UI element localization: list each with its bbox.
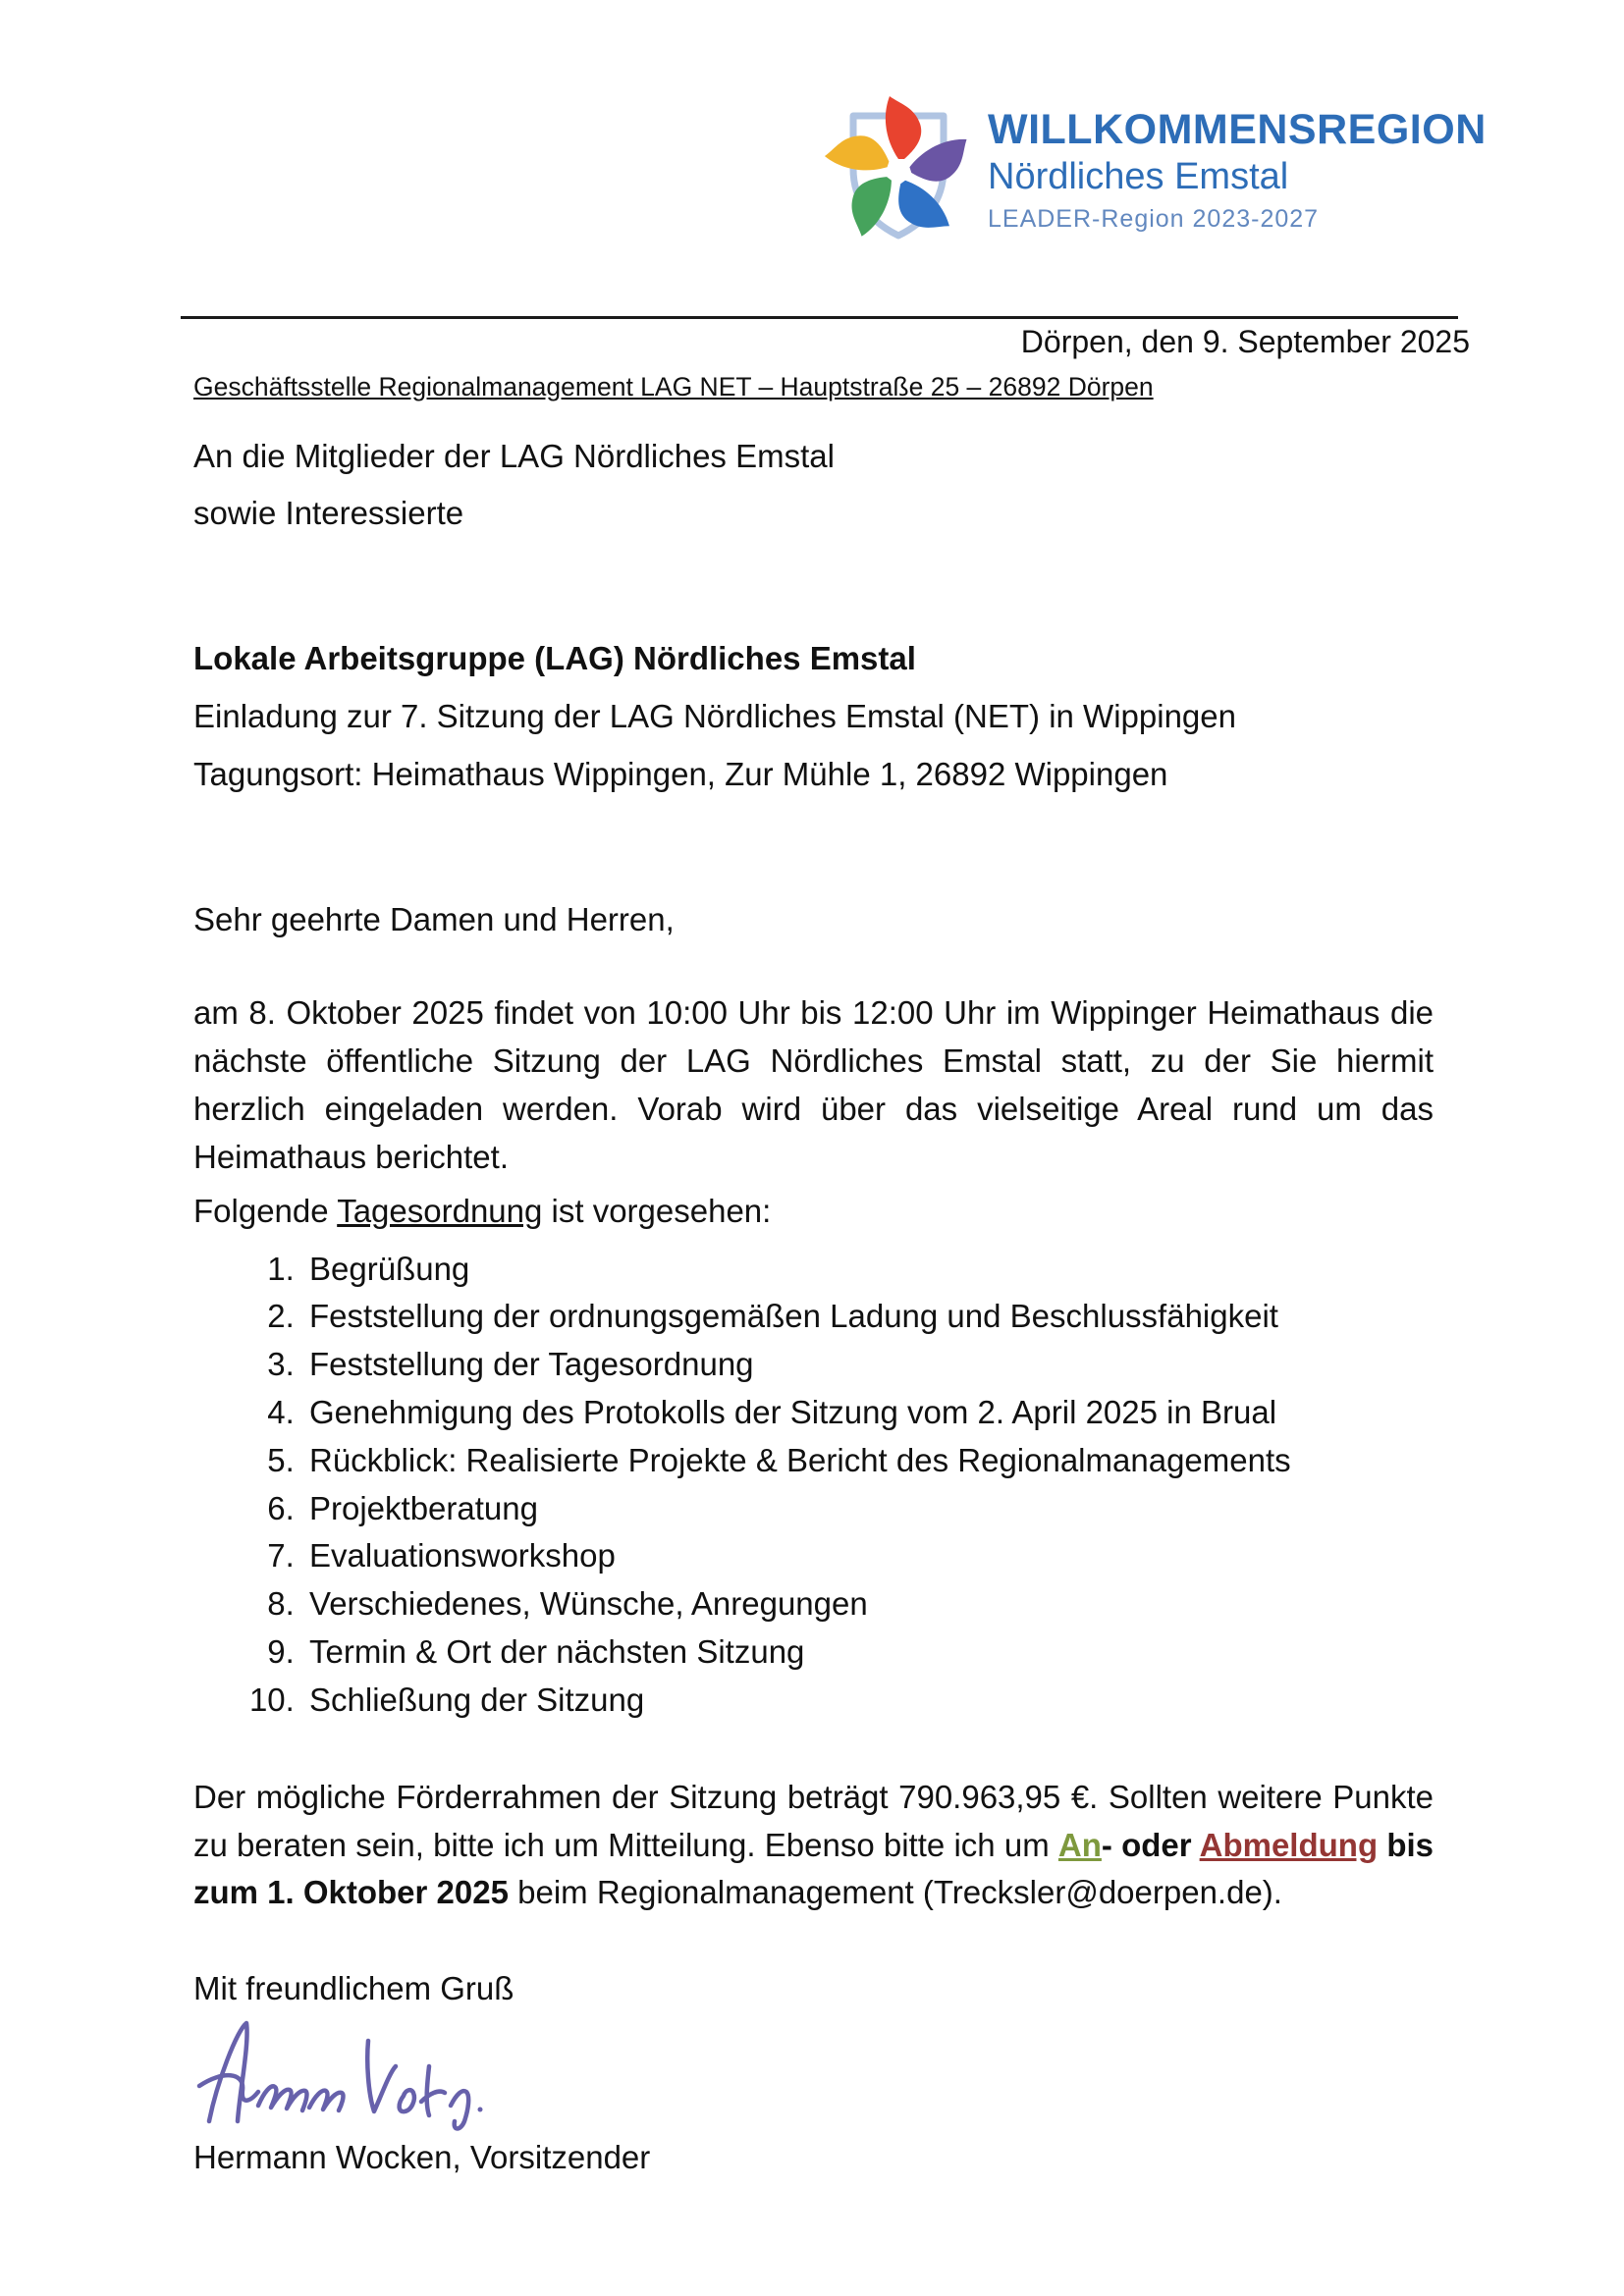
recipient-line-1: An die Mitglieder der LAG Nördliches Emstal: [193, 438, 835, 474]
date-line: Dörpen, den 9. September 2025: [1020, 324, 1470, 359]
agenda-list: [193, 1246, 1434, 1725]
agenda-intro-underlined: Tagesordnung: [337, 1192, 543, 1229]
agenda-item-7: 7. Evaluationsworkshop: [303, 1532, 1434, 1580]
agenda-item-10: 10. Schließung der Sitzung: [303, 1677, 1434, 1725]
subject-title: Lokale Arbeitsgruppe (LAG) Nördliches Emstal: [193, 640, 916, 677]
agenda-intro-pre: Folgende: [193, 1192, 338, 1229]
logo-title: WILLKOMMENSREGION: [988, 105, 1487, 153]
oder-text: oder: [1111, 1826, 1200, 1863]
logo-text: [988, 105, 1487, 233]
salutation: Sehr geehrte Damen und Herren,: [193, 901, 675, 938]
recipient-block: [193, 428, 1434, 542]
agenda-item-1: 1. Begrüßung: [303, 1246, 1434, 1294]
contact-text: beim Regionalmanagement (Trecksler@doerpen.de).: [517, 1874, 1282, 1911]
pinwheel-shield-icon: [825, 90, 972, 249]
agenda-item-9: 9. Termin & Ort der nächsten Sitzung: [303, 1629, 1434, 1677]
sender-line: [193, 372, 1434, 402]
agenda-item-3: 3. Feststellung der Tagesordnung: [303, 1341, 1434, 1389]
subject-venue-line: Tagungsort: Heimathaus Wippingen, Zur Mühle 1, 26892 Wippingen: [193, 755, 1168, 792]
logo: [825, 90, 1487, 249]
agenda-intro: [193, 1188, 1434, 1236]
letter-content: [0, 316, 1624, 2176]
hyphen-text: -: [1101, 1826, 1112, 1863]
paragraph-registration: [193, 1774, 1434, 1917]
paragraph-invitation: am 8. Oktober 2025 findet von 10:00 Uhr bis 12:00 Uhr im Wippinger Heimathaus die nächste öffentliche Sitzung der LAG Nördliches Emstal statt, zu der Sie hiermit herzlich eingeladen werden. Vorab wird über das vielseitige Areal rund um das Heimathaus berichtet.: [193, 994, 1434, 1175]
header-divider: [181, 316, 1458, 319]
agenda-item-4: 4. Genehmigung des Protokolls der Sitzung vom 2. April 2025 in Brual: [303, 1389, 1434, 1437]
logo-tagline: LEADER-Region 2023-2027: [988, 204, 1320, 233]
signer-name: Hermann Wocken, Vorsitzender: [193, 2139, 651, 2176]
logo-subtitle: Nördliches Emstal: [988, 156, 1289, 197]
abmeldung-highlight: Abmeldung: [1199, 1826, 1379, 1863]
agenda-item-5: 5. Rückblick: Realisierte Projekte & Bericht des Regionalmanagements: [303, 1437, 1434, 1485]
anmeldung-highlight: An: [1057, 1826, 1102, 1863]
agenda-item-6: 6. Projektberatung: [303, 1485, 1434, 1533]
signature-image: [193, 2011, 1434, 2131]
agenda-item-2: 2. Feststellung der ordnungsgemäßen Ladung und Beschlussfähigkeit: [303, 1293, 1434, 1341]
paragraph-registration-text: Der mögliche Förderrahmen der Sitzung beträgt 790.963,95 €. Sollten weitere Punkte zu beraten sein, bitte ich um Mitteilung. Ebenso bitte ich um: [193, 1778, 1434, 1863]
agenda-intro-post: ist vorgesehen:: [542, 1192, 772, 1229]
closing-salute: Mit freundlichem Gruß: [193, 1970, 514, 2007]
subject-block: [193, 630, 1434, 803]
sender-line-text: Geschäftsstelle Regionalmanagement LAG NET – Hauptstraße 25 – 26892 Dörpen: [193, 372, 1154, 401]
subject-invitation-line: Einladung zur 7. Sitzung der LAG Nördliches Emstal (NET) in Wippingen: [193, 697, 1236, 734]
deadline-text: bis zum 1. Oktober 2025: [193, 1826, 1434, 1911]
recipient-line-2: sowie Interessierte: [193, 495, 464, 532]
agenda-item-8: 8. Verschiedenes, Wünsche, Anregungen: [303, 1580, 1434, 1629]
